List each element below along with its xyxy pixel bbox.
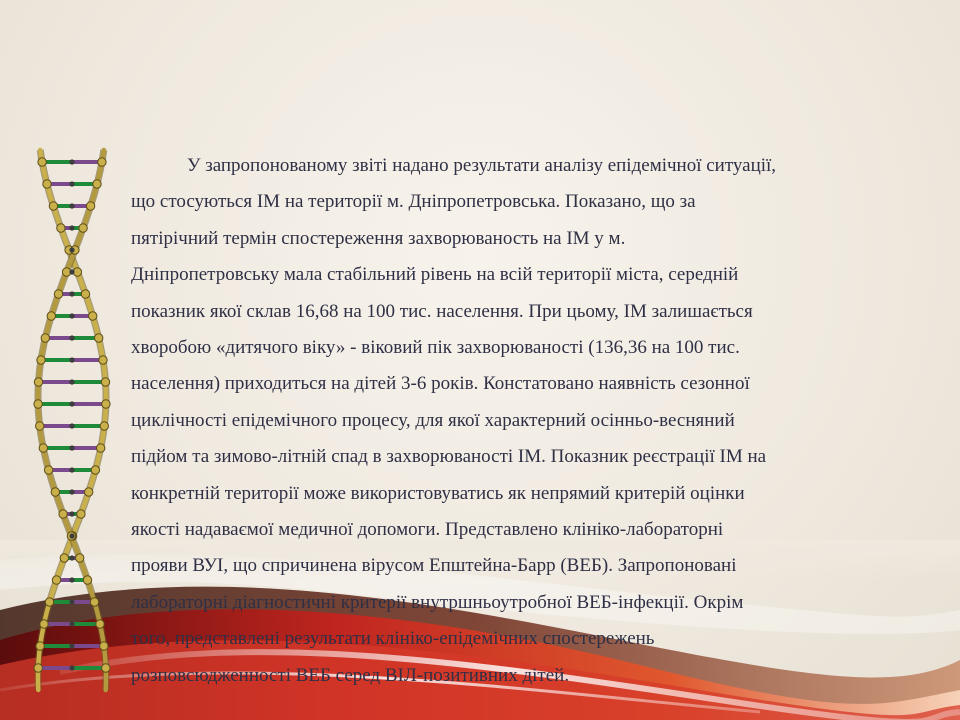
helix-bead	[89, 312, 97, 320]
helix-bead	[51, 488, 59, 496]
helix-bead	[45, 598, 53, 606]
helix-rung-joint	[69, 335, 74, 340]
helix-bead	[79, 224, 87, 232]
helix-bead	[34, 400, 42, 408]
helix-bead	[90, 598, 98, 606]
helix-rung-joint	[69, 357, 74, 362]
paragraph-line-2: що стосуються ІМ на території м. Дніпропетровська. Показано, що за	[131, 191, 696, 213]
helix-bead	[49, 202, 57, 210]
helix-bead	[100, 422, 108, 430]
helix-bead	[83, 576, 91, 584]
helix-beads	[34, 158, 110, 672]
helix-rungs	[38, 162, 106, 668]
helix-bead	[98, 158, 106, 166]
helix-rung-joint	[69, 467, 74, 472]
helix-bead	[52, 576, 60, 584]
helix-bead	[36, 642, 44, 650]
helix-bead	[81, 290, 89, 298]
helix-bead	[91, 466, 99, 474]
helix-rung-joint	[69, 489, 74, 494]
helix-bead	[96, 620, 104, 628]
helix-bead	[47, 312, 55, 320]
helix-rung-joint	[69, 313, 74, 318]
paragraph-line-12: прояви ВУІ, що спричинена вірусом Епштейна-Барр (ВЕБ). Запропоновані	[131, 555, 737, 577]
helix-bead	[37, 356, 45, 364]
helix-bead	[34, 664, 42, 672]
helix-strands	[38, 150, 106, 690]
helix-bead	[102, 400, 110, 408]
paragraph-line-9: підйом та зимово-літній спад в захворюваності ІМ. Показник реєстрації ІМ на	[131, 446, 767, 468]
helix-rung-joint	[69, 291, 74, 296]
paragraph-line-11: якості надаваємої медичної допомоги. Представлено клініко-лабораторні	[131, 519, 724, 541]
helix-rung-joint	[69, 269, 74, 274]
helix-bead	[54, 290, 62, 298]
helix-bead	[34, 378, 42, 386]
paragraph-line-1: У запропонованому звіті надано результати аналізу епідемічної ситуації,	[187, 155, 777, 176]
helix-rung-joint	[69, 225, 74, 230]
helix-bead	[36, 422, 44, 430]
helix-bead	[57, 224, 65, 232]
helix-rung-joint	[69, 511, 74, 516]
helix-rung-joint	[69, 423, 74, 428]
helix-rung-joint	[69, 445, 74, 450]
helix-bead	[41, 334, 49, 342]
paragraph-line-7: населення) приходиться на дітей 3-6 років. Констатовано наявність сезонної	[131, 373, 750, 395]
helix-rung-joint	[69, 643, 74, 648]
helix-rung-joint	[69, 379, 74, 384]
helix-bead	[38, 158, 46, 166]
paragraph-line-15: розповсюдженності ВЕБ серед ВІЛ-позитивних дітей.	[131, 664, 570, 686]
paragraph-line-13: лабораторні діагностичні критерії внутршньоутробної ВЕБ-інфекції. Окрім	[131, 591, 744, 613]
helix-rung-joint	[69, 401, 74, 406]
helix-bead	[93, 180, 101, 188]
helix-bead	[40, 620, 48, 628]
helix-rung-joint	[69, 665, 74, 670]
helix-rung-joint	[69, 159, 74, 164]
helix-bead	[77, 510, 85, 518]
paragraph-line-8: циклічності епідемічного процесу, для якої характерний осінньо-весняний	[131, 409, 735, 431]
helix-bead	[95, 334, 103, 342]
paragraph-line-4: Дніпропетровську мала стабільний рівень на всій території міста, середній	[131, 264, 739, 286]
helix-bead	[59, 510, 67, 518]
helix-bead	[100, 642, 108, 650]
helix-bead	[76, 554, 84, 562]
paragraph-line-5: показник якої склав 16,68 на 100 тис. населення. При цьому, ІМ залишається	[131, 300, 753, 322]
helix-rung-joint	[69, 247, 74, 252]
helix-rung-joint	[69, 203, 74, 208]
helix-bead	[86, 202, 94, 210]
helix-rung-joint	[69, 181, 74, 186]
paragraph-line-3: пятірічний термін спостереження захворюваность на ІМ у м.	[131, 227, 626, 249]
paragraph-line-6: хворобою «дитячого віку» - віковий пік захворюваності (136,36 на 100 тис.	[131, 337, 740, 359]
slide-body-paragraph	[131, 148, 883, 694]
helix-rung-joint	[69, 555, 74, 560]
paragraph-line-10: конкретній території може використовуватись як непрямий критерій оцінки	[131, 482, 745, 504]
helix-rung-joint	[69, 533, 74, 538]
helix-bead	[44, 466, 52, 474]
paragraph-line-14: того, представлені результати клініко-епідемічних спостережень	[131, 628, 655, 650]
helix-bead	[97, 444, 105, 452]
helix-bead	[85, 488, 93, 496]
helix-bead	[102, 664, 110, 672]
helix-bead	[101, 378, 109, 386]
helix-rung-joint	[69, 621, 74, 626]
helix-bead	[60, 554, 68, 562]
helix-bead	[99, 356, 107, 364]
helix-rung-joint	[69, 599, 74, 604]
helix-bead	[39, 444, 47, 452]
helix-bead	[43, 180, 51, 188]
helix-rung-joint	[69, 577, 74, 582]
